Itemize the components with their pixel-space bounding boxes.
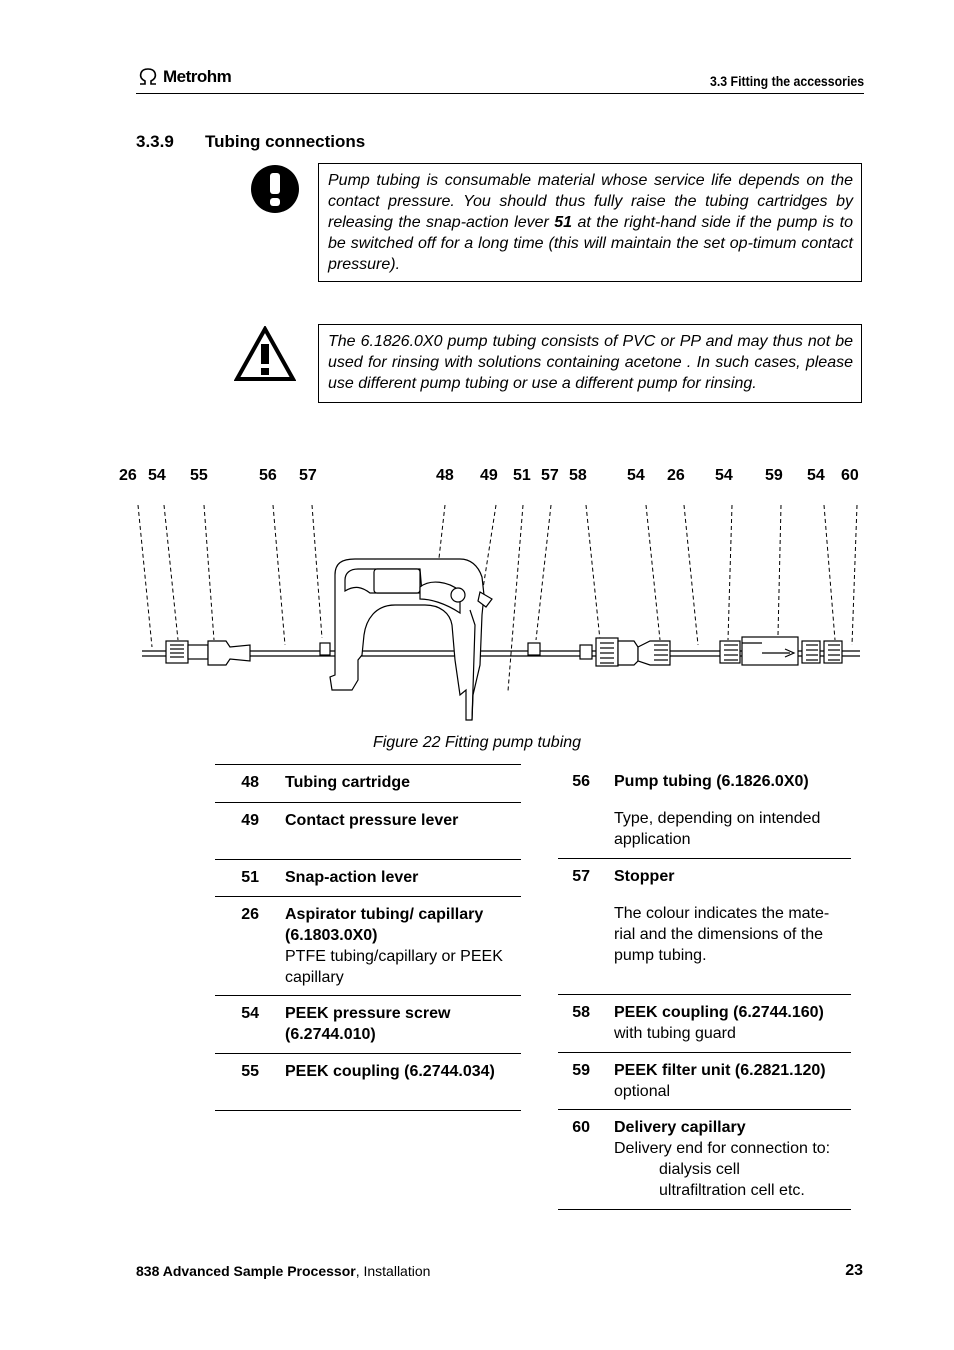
table-row: [558, 1110, 851, 1210]
legend-table-left: [215, 764, 521, 1111]
callout-label: 57: [541, 467, 559, 484]
legend-title: Stopper: [614, 868, 675, 885]
warning-triangle-icon: [234, 326, 296, 382]
section-heading: [136, 132, 365, 152]
omega-logo-icon: [137, 68, 159, 86]
callout-label: 49: [480, 467, 498, 484]
legend-desc: optional: [614, 1083, 671, 1100]
callout-label: 57: [299, 467, 317, 484]
callout-label: 48: [436, 467, 454, 484]
legend-number: 57: [572, 868, 590, 885]
table-row: [558, 859, 851, 995]
callout-label: 51: [513, 467, 531, 484]
caution-bold-ref: 51: [554, 214, 573, 231]
logo-text: Metrohm: [163, 67, 232, 86]
legend-number: 55: [241, 1063, 259, 1080]
header-divider: [136, 93, 864, 94]
page-number: 23: [845, 1262, 863, 1279]
callout-label: 54: [627, 467, 645, 484]
legend-title: Contact pressure lever: [285, 812, 459, 829]
table-row: [215, 765, 521, 803]
legend-sub-item: ultrafiltration cell etc.: [659, 1182, 805, 1199]
exclamation-icon: [251, 165, 299, 213]
callout-label: 58: [569, 467, 587, 484]
callout-label: 54: [715, 467, 733, 484]
metrohm-logo: [137, 67, 231, 87]
callout-label: 55: [190, 467, 208, 484]
legend-sub-item: dialysis cell: [659, 1161, 740, 1178]
header-section-ref: 3.3 Fitting the accessories: [709, 73, 864, 89]
legend-title: PEEK filter unit (6.2821.120): [614, 1062, 826, 1079]
callout-label: 26: [119, 467, 137, 484]
footer-product-name: 838 Advanced Sample Processor: [136, 1263, 356, 1279]
legend-number: 58: [572, 1004, 590, 1021]
table-row: [215, 897, 521, 996]
pump-tubing-diagram: [130, 495, 870, 730]
legend-title: PEEK coupling (6.2744.034): [285, 1063, 495, 1080]
callout-label: 54: [148, 467, 166, 484]
legend-desc: The colour indicates the mate-rial and the dimensions of the pump tubing.: [614, 905, 830, 964]
legend-number: 51: [241, 869, 259, 886]
table-row: [215, 860, 521, 897]
footer-suffix: , Installation: [355, 1263, 431, 1279]
table-row: [558, 1053, 851, 1110]
legend-title: PEEK coupling (6.2744.160): [614, 1004, 824, 1021]
legend-desc: Delivery end for connection to:: [614, 1140, 831, 1157]
legend-desc: with tubing guard: [614, 1025, 736, 1042]
section-title: Tubing connections: [205, 132, 366, 151]
caution-text-end: at the right-hand side if the pump is to be switched off for a long time (this will maintain the set op-timum contact pressure).: [328, 214, 854, 273]
legend-title: Snap-action lever: [285, 869, 419, 886]
legend-title: Tubing cartridge: [285, 774, 411, 791]
legend-desc: Type, depending on intended application: [614, 810, 821, 848]
section-number: 3.3.9: [136, 132, 174, 151]
callout-label: 26: [667, 467, 685, 484]
legend-number: 59: [572, 1062, 590, 1079]
callout-label: 59: [765, 467, 783, 484]
callout-label: 60: [841, 467, 859, 484]
callout-label: 54: [807, 467, 825, 484]
legend-desc: PTFE tubing/capillary or PEEK capillary: [285, 948, 503, 986]
callout-label: 56: [259, 467, 277, 484]
warning-note: [318, 324, 862, 403]
caution-text-start: Pump tubing is consumable material whose service life depends on the contact pressure. You should thus fully raise the tubing cartridges by releasing the snap-action lever: [328, 172, 853, 231]
legend-title: PEEK pressure screw (6.2744.010): [285, 1005, 451, 1043]
legend-number: 49: [241, 812, 259, 829]
footer-product: [136, 1263, 430, 1279]
legend-title: Delivery capillary: [614, 1119, 746, 1136]
legend-number: 48: [241, 774, 259, 791]
figure-caption: Figure 22 Fitting pump tubing: [372, 734, 582, 751]
table-row: [558, 995, 851, 1053]
legend-number: 56: [572, 773, 590, 790]
table-row: [558, 764, 851, 859]
table-row: [215, 996, 521, 1054]
legend-number: 60: [572, 1119, 590, 1136]
table-row: [215, 803, 521, 860]
legend-number: 54: [241, 1005, 259, 1022]
table-row: [215, 1054, 521, 1111]
legend-title: Aspirator tubing/ capillary (6.1803.0X0): [285, 906, 484, 944]
legend-table-right: [558, 764, 851, 1210]
legend-title: Pump tubing (6.1826.0X0): [614, 773, 809, 790]
legend-number: 26: [241, 906, 259, 923]
caution-note: [318, 163, 862, 282]
warning-text: The 6.1826.0X0 pump tubing consists of PVC or PP and may thus not be used for rinsing with solutions containing acetone . In such cases, please use different pump tubing or use a different pump for rinsing.: [328, 333, 853, 392]
